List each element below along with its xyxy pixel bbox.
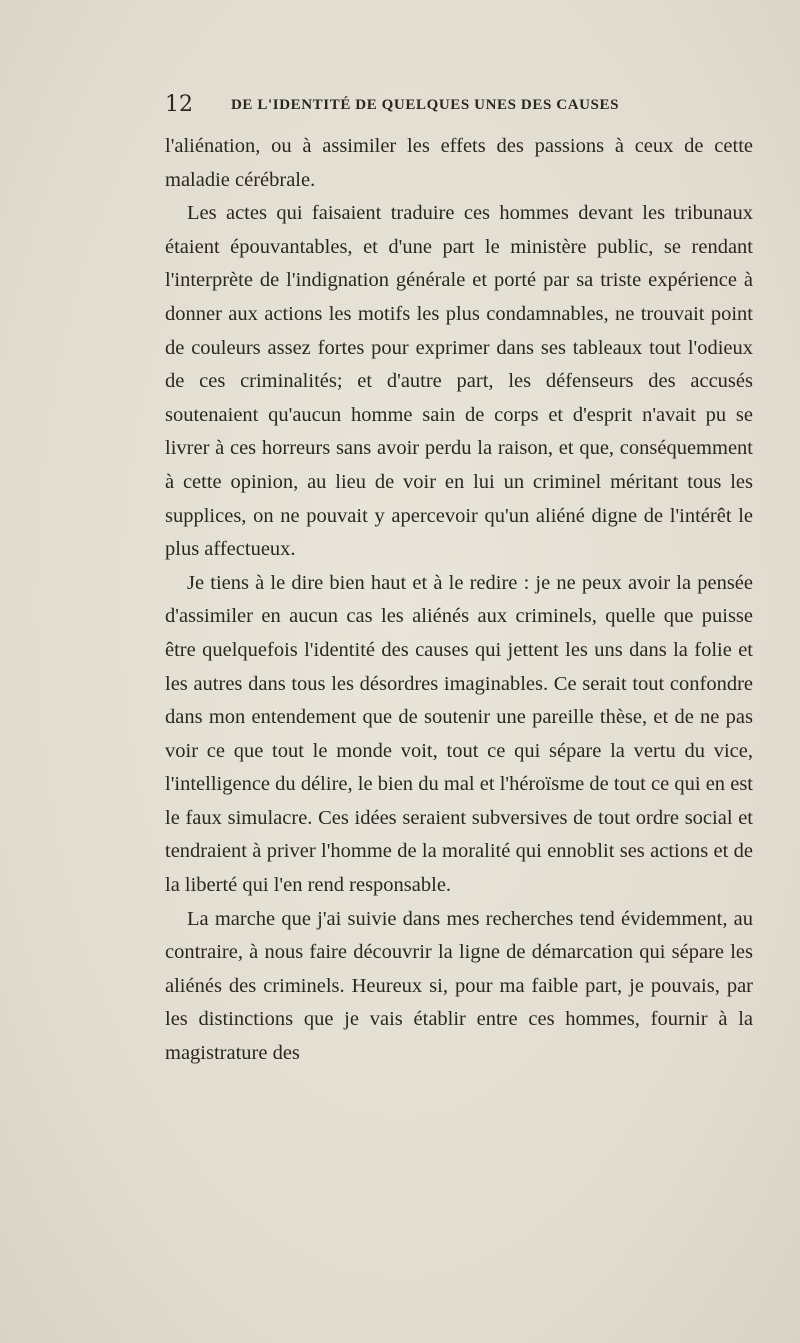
paragraph: La marche que j'ai suivie dans mes recherches tend évidemment, au contraire, à nous faire découvrir la ligne de démarcation qui sépare les aliénés des criminels. Heureux si, pour ma faible part, je pouvais, par les distinctions que je vais établir entre ces hommes, fournir à la magistrature des [165,907,753,1065]
paragraph: Je tiens à le dire bien haut et à le redire : je ne peux avoir la pensée d'assimiler en aucun cas les aliénés aux criminels, quelle que puisse être quelquefois l'identité des causes qui jettent les uns dans la folie et les autres dans tous les désordres imaginables. Ce serait tout confondre dans mon entendement que de soutenir une pareille thèse, et de ne pas voir ce que tout le monde voit, tout ce qui sépare la vertu du vice, l'intelligence du délire, le bien du mal et l'héroïsme de tout ce qui en est le faux simulacre. Ces idées seraient subversives de tout ordre social et tendraient à priver l'homme de la moralité qui ennoblit ses actions et de la liberté qui l'en rend responsable. [165,571,753,897]
paragraph-continuation: l'aliénation, ou à assimiler les effets des passions à ceux de cette maladie cérébrale. [165,135,753,191]
paragraph: Les actes qui faisaient traduire ces hommes devant les tribunaux étaient épouvantables, et d'une part le ministère public, se rendant l'interprète de l'indignation générale et porté par sa triste expérience à donner aux actions les motifs les plus condamnables, ne trouvait point de couleurs assez fortes pour exprimer dans ses tableaux tout l'odieux de ces criminalités; et d'autre part, les défenseurs des accusés soutenaient qu'aucun homme sain de corps et d'esprit n'avait pu se livrer à ces horreurs sans avoir perdu la raison, et que, conséquemment à cette opinion, au lieu de voir en lui un criminel méritant tous les supplices, on ne pouvait y apercevoir qu'un aliéné digne de l'intérêt le plus affectueux. [165,202,753,561]
running-head: DE L'IDENTITÉ DE QUELQUES UNES DES CAUSES [231,97,620,113]
page-number: 12 [165,92,193,117]
page-header [165,92,753,122]
body-text [165,130,753,1071]
